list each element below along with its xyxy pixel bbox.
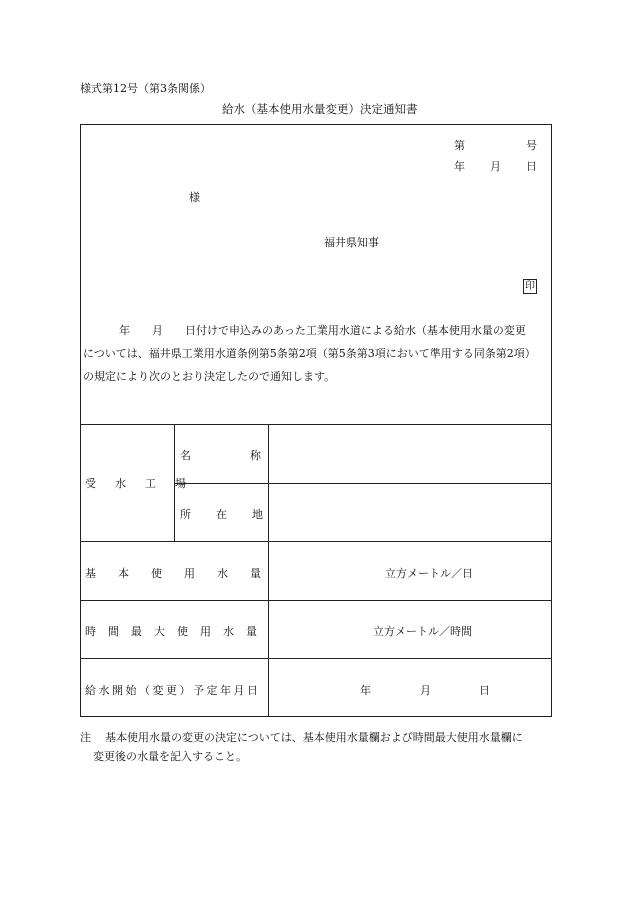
document-title: 給水（基本使用水量変更）決定通知書 (222, 102, 418, 116)
basic-volume-label-text: 基本使用水量 (85, 567, 283, 580)
row-divider (80, 658, 552, 659)
max-hourly-label (85, 623, 269, 639)
date-day-label: 日 (526, 160, 537, 173)
seal-mark: 印 (525, 281, 535, 292)
notice-body-line: については、福井県工業用水道条例第5条第2項（第5条第3項において準用する同条第2項） (83, 347, 536, 360)
start-date-label (85, 682, 265, 698)
row-divider (80, 541, 552, 542)
notice-body-line: の規定により次のとおり決定したので通知します。 (83, 370, 336, 383)
date-month-label: 月 (490, 160, 501, 173)
form-number-label: 様式第12号（第3条関係） (80, 82, 211, 95)
plant-label-text: 受水工場 (85, 477, 205, 490)
notice-body-line: 年 月 日付けで申込みのあった工業用水道による給水（基本使用水量の変更 (119, 324, 526, 337)
start-year-label: 年 (360, 684, 371, 697)
date-year-label: 年 (454, 160, 465, 173)
notice-body (83, 319, 549, 388)
footnote (80, 728, 523, 766)
name-label-text: 名称 (180, 449, 320, 462)
basic-volume-unit: 立方メートル／日 (385, 567, 473, 580)
footnote-line-2: 変更後の水量を記入すること。 (93, 750, 247, 763)
footnote-marker: 注 (80, 731, 91, 744)
start-day-label: 日 (479, 684, 490, 697)
number-label: 第 (454, 139, 465, 152)
start-month-label: 月 (420, 684, 431, 697)
location-label (180, 506, 288, 522)
number-suffix: 号 (526, 139, 537, 152)
plant-label (85, 475, 205, 491)
table-top-divider (80, 424, 552, 425)
location-label-text: 所在地 (180, 508, 288, 521)
max-hourly-label-text: 時間最大使用水量 (85, 625, 269, 638)
name-label (180, 447, 320, 463)
plant-row-divider (174, 483, 552, 484)
recipient-honorific: 様 (189, 191, 200, 204)
max-hourly-unit: 立方メートル／時間 (373, 625, 472, 638)
start-date-label-text: 給水開始（変更）予定年月日 (85, 684, 261, 697)
row-divider (80, 600, 552, 601)
basic-volume-label (85, 565, 283, 581)
footnote-line-1: 基本使用水量の変更の決定については、基本使用水量欄および時間最大使用水量欄に (105, 731, 523, 744)
issuer-name: 福井県知事 (324, 236, 379, 249)
